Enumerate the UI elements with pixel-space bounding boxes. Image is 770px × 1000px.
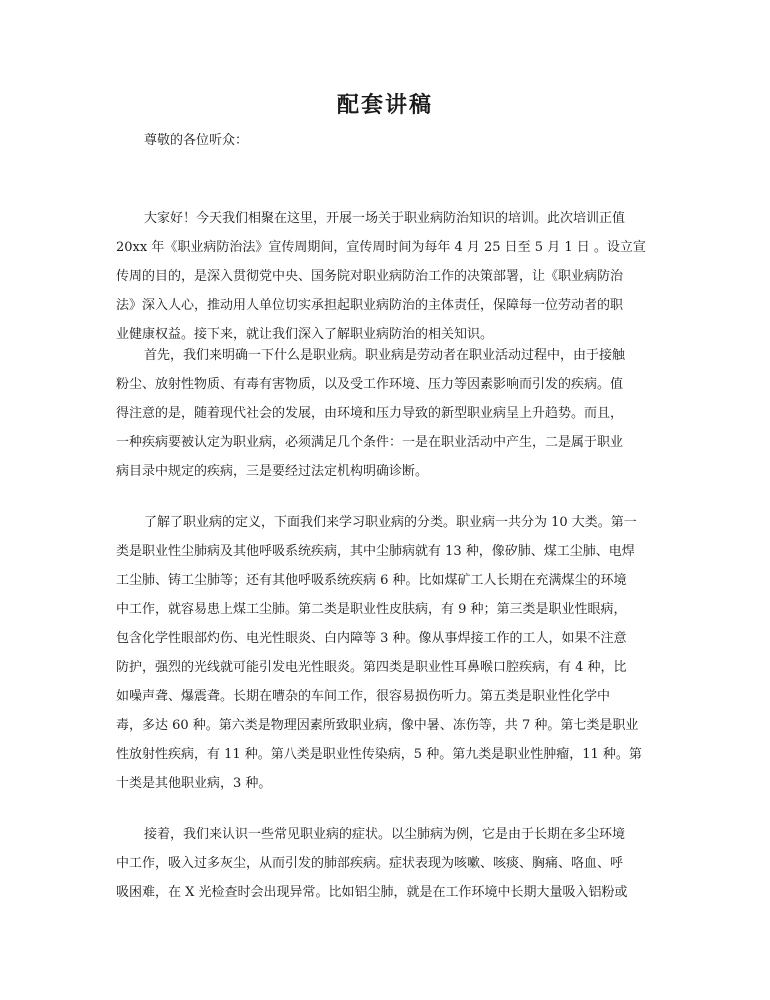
salutation: 尊敬的各位听众： [144, 133, 249, 148]
paragraph-line: 包含化学性眼部灼伤、电光性眼炎、白内障等 3 种。像从事焊接工作的工人，如果不注意 [116, 631, 627, 646]
paragraph-line: 中工作，吸入过多灰尘，从而引发的肺部疾病。症状表现为咳嗽、咳痰、胸痛、咯血、呼 [116, 856, 624, 871]
paragraph-intro [116, 204, 656, 349]
paragraph-line: 吸困难，在 X 光检查时会出现异常。比如铝尘肺，就是在工作环境中长期大量吸入铝粉或 [116, 885, 628, 900]
paragraph-line: 工尘肺、铸工尘肺等；还有其他呼吸系统疾病 6 种。比如煤矿工人长期在充满煤尘的环境 [116, 573, 627, 588]
paragraph-line: 粉尘、放射性物质、有毒有害物质，以及受工作环境、压力等因素影响而引发的疾病。值 [116, 377, 624, 392]
paragraph-definition [116, 341, 656, 486]
paragraph-line: 中工作，就容易患上煤工尘肺。第二类是职业性皮肤病，有 9 种；第三类是职业性眼病， [116, 602, 627, 617]
paragraph-classification [116, 508, 656, 798]
paragraph-line: 传周的目的，是深入贯彻党中央、国务院对职业病防治工作的决策部署，让《职业病防治 [116, 269, 624, 284]
paragraph-symptoms [116, 820, 656, 907]
paragraph-line: 大家好！今天我们相聚在这里，开展一场关于职业病防治知识的培训。此次培训正值 [144, 211, 626, 226]
paragraph-line: 接着，我们来认识一些常见职业病的症状。以尘肺病为例，它是由于长期在多尘环境 [144, 827, 626, 842]
paragraph-line: 法》深入人心，推动用人单位切实承担起职业病防治的主体责任，保障每一位劳动者的职 [116, 298, 624, 313]
paragraph-line: 业健康权益。接下来，就让我们深入了解职业病防治的相关知识。 [116, 327, 494, 342]
paragraph-line: 如噪声聋、爆震聋。长期在嘈杂的车间工作，很容易损伤听力。第五类是职业性化学中 [116, 689, 611, 704]
paragraph-line: 首先，我们来明确一下什么是职业病。职业病是劳动者在职业活动过程中，由于接触 [144, 348, 626, 363]
document-title: 配套讲稿 [336, 92, 433, 118]
paragraph-line: 毒，多达 60 种。第六类是物理因素所致职业病，像中暑、冻伤等，共 7 种。第七类是职业 [116, 718, 639, 733]
paragraph-line: 病目录中规定的疾病，三是要经过法定机构明确诊断。 [116, 464, 429, 479]
paragraph-line: 了解了职业病的定义，下面我们来学习职业病的分类。职业病一共分为 10 大类。第一 [144, 515, 637, 530]
paragraph-line: 十类是其他职业病，3 种。 [116, 776, 272, 791]
paragraph-line: 性放射性疾病，有 11 种。第八类是职业性传染病，5 种。第九类是职业性肿瘤，11 种。第 [116, 747, 642, 762]
paragraph-line: 20xx 年《职业病防治法》宣传周期间，宣传周时间为每年 4 月 25 日至 5 月 1 日 。设立宣 [116, 240, 646, 255]
paragraph-line: 类是职业性尘肺病及其他呼吸系统疾病，其中尘肺病就有 13 种，像矽肺、煤工尘肺、电焊 [116, 544, 635, 559]
paragraph-line: 防护，强烈的光线就可能引发电光性眼炎。第四类是职业性耳鼻喉口腔疾病，有 4 种，比 [116, 660, 627, 675]
paragraph-line: 一种疾病要被认定为职业病，必须满足几个条件：一是在职业活动中产生，二是属于职业 [116, 435, 624, 450]
paragraph-line: 得注意的是，随着现代社会的发展，由环境和压力导致的新型职业病呈上升趋势。而且， [116, 406, 624, 421]
